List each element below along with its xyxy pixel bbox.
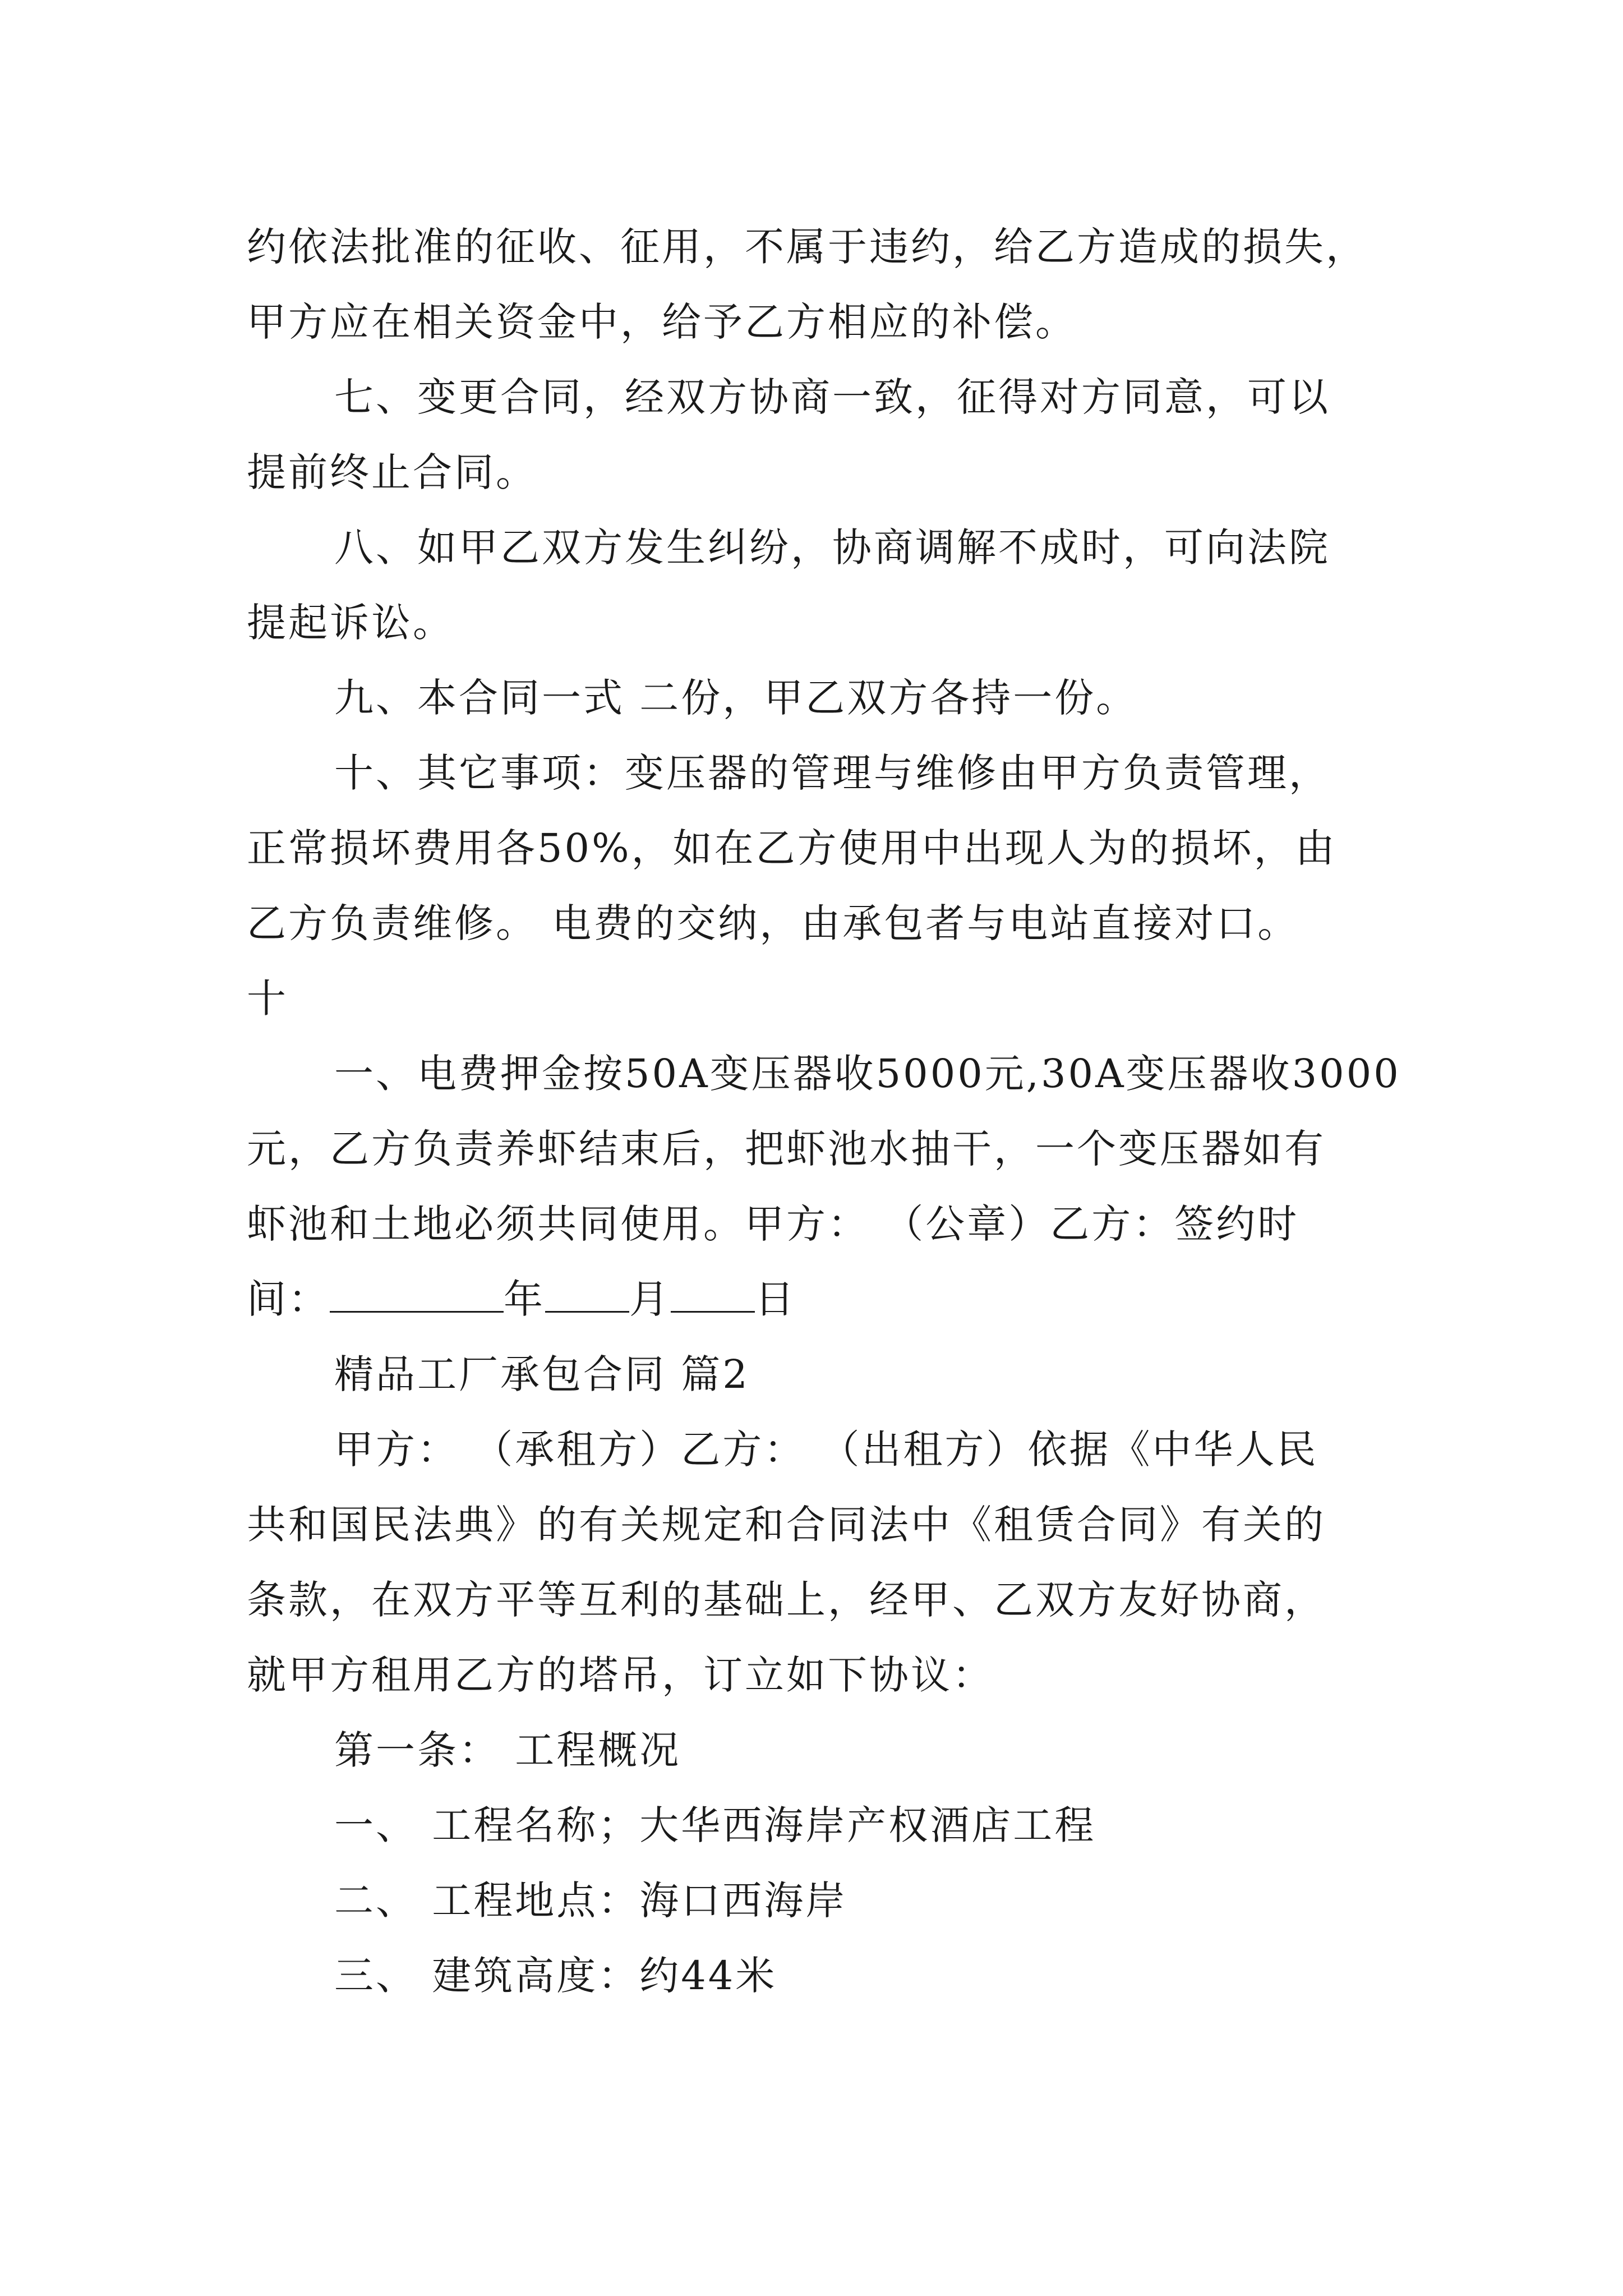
text-line: 虾池和土地必须共同使用。甲方： （公章）乙方：签约时 (247, 1201, 1299, 1247)
text-line: 正常损坏费用各50%，如在乙方使用中出现人为的损坏，由 (247, 825, 1337, 871)
text-line: 一、 工程名称；大华西海岸产权酒店工程 (334, 1802, 1096, 1848)
text-line: 甲方： （承租方）乙方： （出租方）依据《中华人民 (334, 1427, 1318, 1473)
text-line: 元，乙方负责养虾结束后，把虾池水抽干，一个变压器如有 (247, 1126, 1326, 1172)
signature-date-line (247, 1262, 1391, 1337)
paragraph-clause-10 (247, 735, 1391, 1036)
text-line: 二、 工程地点：海口西海岸 (334, 1878, 847, 1924)
month-label: 月 (629, 1276, 671, 1322)
text-line: 一、电费押金按50A变压器收5000元,30A变压器收3000 (334, 1051, 1401, 1097)
text-line: 提起诉讼。 (247, 600, 454, 646)
building-height (247, 1938, 1391, 2013)
paragraph-parties (247, 1412, 1391, 1713)
text-line: 甲方应在相关资金中，给予乙方相应的补偿。 (247, 299, 1077, 345)
text-line: 就甲方租用乙方的塔吊，订立如下协议： (247, 1652, 994, 1698)
document-body (247, 209, 1401, 2013)
text-line: 七、变更合同，经双方协商一致，征得对方同意，可以 (334, 374, 1330, 420)
text-line: 共和国民法典》的有关规定和合同法中《租赁合同》有关的 (247, 1502, 1326, 1548)
project-name (247, 1788, 1391, 1863)
text-line: 条款，在双方平等互利的基础上，经甲、乙双方友好协商， (247, 1577, 1326, 1623)
day-blank (671, 1272, 755, 1313)
text-line: 乙方负责维修。 电费的交纳，由承包者与电站直接对口。 (247, 900, 1299, 946)
paragraph-compensation (247, 209, 1391, 360)
section-title (247, 1337, 1391, 1412)
article-1-heading (247, 1713, 1391, 1788)
text-line: 九、本合同一式 二份，甲乙双方各持一份。 (334, 675, 1138, 721)
year-blank (330, 1272, 504, 1313)
text-line: 十 (247, 976, 288, 1022)
text-line: 提前终止合同。 (247, 449, 537, 495)
date-prefix: 间： (247, 1276, 330, 1322)
month-blank (545, 1272, 629, 1313)
text-line: 三、 建筑高度：约44米 (334, 1953, 777, 1999)
paragraph-clause-7 (247, 360, 1391, 510)
year-label: 年 (504, 1276, 545, 1322)
text-line: 约依法批准的征收、征用，不属于违约，给乙方造成的损失， (247, 224, 1367, 270)
day-label: 日 (755, 1276, 796, 1322)
section-heading: 精品工厂承包合同 篇2 (334, 1351, 750, 1397)
paragraph-clause-8 (247, 510, 1391, 660)
text-line: 十、其它事项：变压器的管理与维修由甲方负责管理， (334, 750, 1330, 796)
text-line: 第一条： 工程概况 (334, 1727, 681, 1773)
paragraph-clause-9 (247, 660, 1391, 735)
text-line: 八、如甲乙双方发生纠纷，协商调解不成时，可向法院 (334, 524, 1330, 570)
project-location (247, 1863, 1391, 1938)
paragraph-clause-11 (247, 1036, 1401, 1337)
